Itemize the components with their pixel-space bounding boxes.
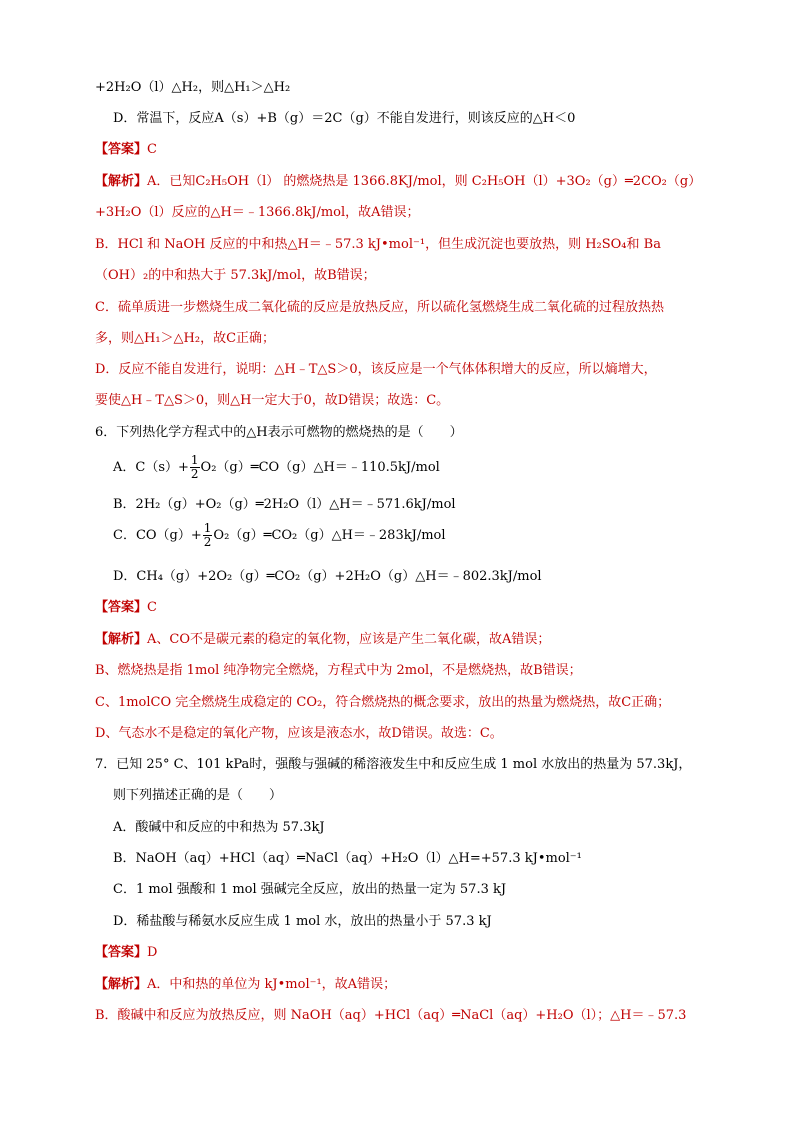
analysis-line-q6-2: B、燃烧热是指 1mol 纯净物完全燃烧，方程式中为 2mol，不是燃烧热，故B错误； [95,663,582,678]
analysis-line-q5-2: +3H₂O（l）反应的△H＝﹣1366.8kJ/mol，故A错误； [95,205,420,220]
analysis-line-q7-2: B．酸碱中和反应为放热反应，则 NaOH（aq）+HCl（aq）═NaCl（aq）+H₂O（l）；△H＝﹣57.3 [95,1008,687,1023]
answer-line-q7: 【答案】D [95,945,158,960]
option-b-q7: B．NaOH（aq）+HCl（aq）═NaCl（aq）+H₂O（l）△H=+57.3 kJ•mol⁻¹ [113,851,582,866]
text-line-1: +2H₂O（l）△H₂，则△H₁＞△H₂ [95,80,291,95]
question-7-stem-2: 则下列描述正确的是（ ） [113,788,283,803]
answer-tag: 【答案】 [95,945,148,960]
option-a-q6: A．C（s）+ $\frac{1}{2}$ O₂（g）═CO（g）△H＝﹣110.5kJ/mol [113,453,440,481]
option-d-q5: D．常温下，反应A（s）+B（g）＝2C（g）不能自发进行，则该反应的△H＜0 [113,111,576,126]
answer-line-q6: 【答案】C [95,600,157,615]
analysis-line-q6-3: C、1molCO 完全燃烧生成稳定的 CO₂，符合燃烧热的概念要求，放出的热量为燃烧热，故C正确； [95,695,671,710]
answer-line-q5: 【答案】C [95,142,157,157]
question-7-stem-1: 7．已知 25° C、101 kPa时，强酸与强碱的稀溶液发生中和反应生成 1 mol 水放出的热量为 57.3kJ， [95,757,692,772]
fraction-half: $\frac{1}{2}$ [203,521,212,549]
fraction-half: $\frac{1}{2}$ [190,453,199,481]
analysis-line-q5-3: B．HCl 和 NaOH 反应的中和热△H＝﹣57.3 kJ•mol⁻¹，但生成沉淀也要放热，则 H₂SO₄和 Ba [95,237,661,252]
analysis-line-q5-5: C．硫单质进一步燃烧生成二氧化硫的反应是放热反应，所以硫化氢燃烧生成二氧化硫的过程放热热 [95,300,664,315]
analysis-line-q5-1: 【解析】A．已知C₂H₅OH（l） 的燃烧热是 1366.8KJ/mol，则 C₂H₅OH（l）+3O₂（g）═2CO₂（g） [95,174,702,189]
option-d-q7: D．稀盐酸与稀氨水反应生成 1 mol 水，放出的热量小于 57.3 kJ [113,914,492,929]
answer-tag: 【答案】 [95,600,148,615]
option-b-q6: B．2H₂（g）+O₂（g）═2H₂O（l）△H＝﹣571.6kJ/mol [113,497,456,512]
question-6-stem: 6．下列热化学方程式中的△H表示可燃物的燃烧热的是（ ） [95,425,463,440]
analysis-line-q7-1: 【解析】A．中和热的单位为 kJ•mol⁻¹，故A错误； [95,977,397,992]
analysis-line-q5-4: （OH）₂的中和热大于 57.3kJ/mol，故B错误； [95,268,376,283]
analysis-line-q5-6: 多，则△H₁＞△H₂，故C正确； [95,331,276,346]
analysis-tag: 【解析】 [95,174,148,189]
option-d-q6: D．CH₄（g）+2O₂（g）═CO₂（g）+2H₂O（g）△H＝﹣802.3kJ/mol [113,569,542,584]
analysis-line-q5-8: 要使△H﹣T△S＞0，则△H一定大于0，故D错误；故选：C。 [95,393,450,408]
analysis-line-q5-7: D．反应不能自发进行，说明：△H﹣T△S＞0，该反应是一个气体体积增大的反应，所以熵增大， [95,362,657,377]
analysis-tag: 【解析】 [95,632,148,647]
analysis-line-q6-4: D、气态水不是稳定的氧化产物，应该是液态水，故D错误。故选：C。 [95,726,503,741]
analysis-tag: 【解析】 [95,977,148,992]
option-c-q6: C．CO（g）+ $\frac{1}{2}$ O₂（g）═CO₂（g）△H＝﹣283kJ/mol [113,521,446,549]
answer-tag: 【答案】 [95,142,148,157]
option-a-q7: A．酸碱中和反应的中和热为 57.3kJ [113,820,325,835]
analysis-line-q6-1: 【解析】A、CO不是碳元素的稳定的氧化物，应该是产生二氧化碳，故A错误； [95,632,551,647]
option-c-q7: C．1 mol 强酸和 1 mol 强碱完全反应，放出的热量一定为 57.3 kJ [113,882,507,897]
